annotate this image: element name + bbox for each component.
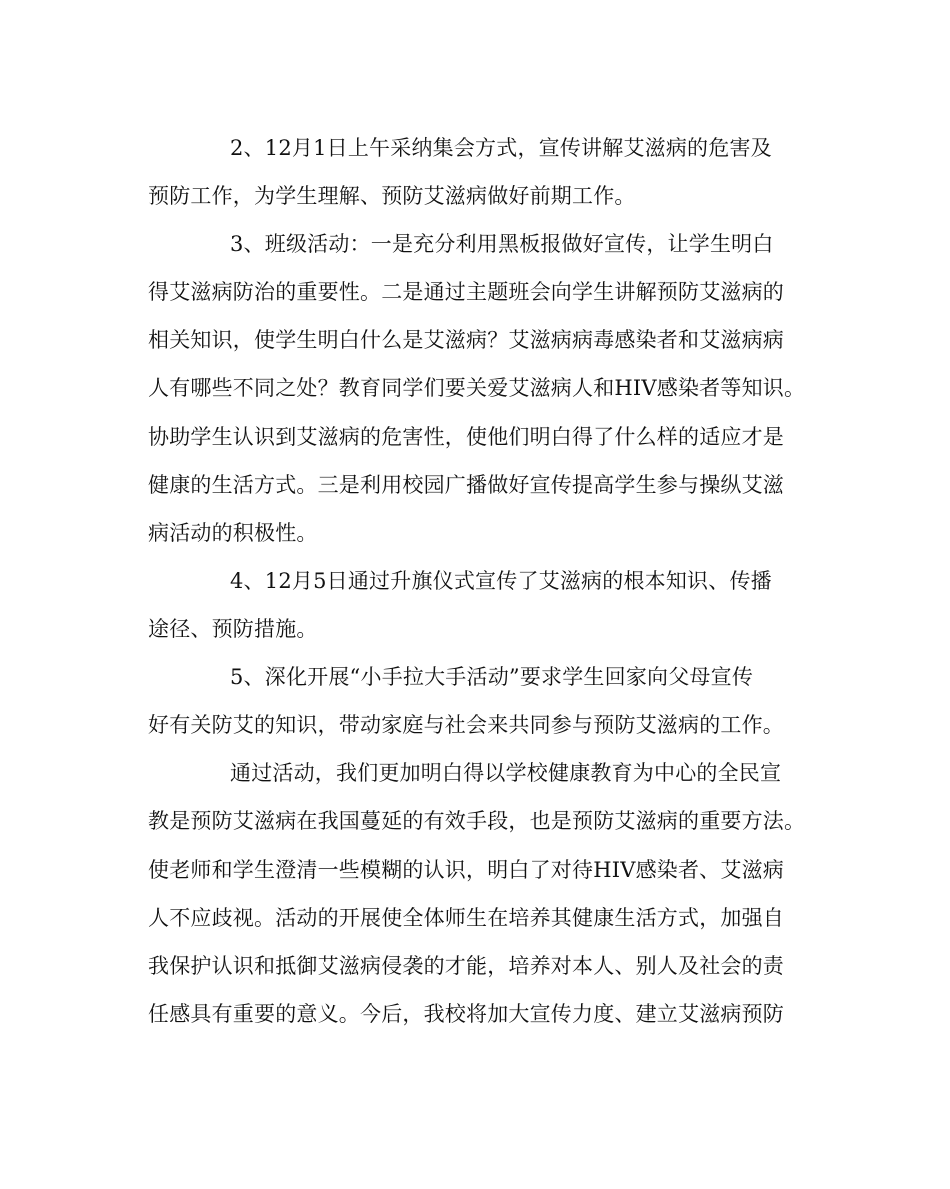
text-line-9: 病活动的积极性。 <box>148 521 318 545</box>
text-line-12: 5、深化开展“小手拉大手活动”要求学生回家向父母宣传 <box>230 665 754 689</box>
text-line-11: 途径、预防措施。 <box>148 617 318 641</box>
text-line-1: 2、12月1日上午采纳集会方式，宣传讲解艾滋病的危害及 <box>230 136 772 160</box>
text-line-17: 人不应歧视。活动的开展使全体师生在培养其健康生活方式，加强自 <box>148 906 784 930</box>
text-line-8: 健康的生活方式。三是利用校园广播做好宣传提高学生参与操纵艾滋 <box>148 473 784 497</box>
text-line-15: 教是预防艾滋病在我国蔓延的有效手段，也是预防艾滋病的重要方法。 <box>148 809 806 833</box>
text-line-16: 使老师和学生澄清一些模糊的认识，明白了对待HIV感染者、艾滋病 <box>148 858 784 882</box>
text-line-10: 4、12月5日通过升旗仪式宣传了艾滋病的根本知识、传播 <box>230 569 772 593</box>
text-line-14: 通过活动，我们更加明白得以学校健康教育为中心的全民宣 <box>230 761 782 785</box>
text-line-6: 人有哪些不同之处？教育同学们要关爱艾滋病人和HIV感染者等知识。 <box>148 376 806 400</box>
text-line-19: 任感具有重要的意义。今后，我校将加大宣传力度、建立艾滋病预防 <box>148 1002 784 1026</box>
text-line-5: 相关知识，使学生明白什么是艾滋病？艾滋病病毒感染者和艾滋病病 <box>148 328 784 352</box>
text-line-2: 预防工作，为学生理解、预防艾滋病做好前期工作。 <box>148 184 636 208</box>
text-line-13: 好有关防艾的知识，带动家庭与社会来共同参与预防艾滋病的工作。 <box>148 713 784 737</box>
text-line-4: 得艾滋病防治的重要性。二是通过主题班会向学生讲解预防艾滋病的 <box>148 280 784 304</box>
text-line-7: 协助学生认识到艾滋病的危害性，使他们明白得了什么样的适应才是 <box>148 425 784 449</box>
text-line-3: 3、班级活动：一是充分利用黑板报做好宣传，让学生明白 <box>230 232 774 256</box>
text-line-18: 我保护认识和抵御艾滋病侵袭的才能，培养对本人、别人及社会的责 <box>148 954 784 978</box>
